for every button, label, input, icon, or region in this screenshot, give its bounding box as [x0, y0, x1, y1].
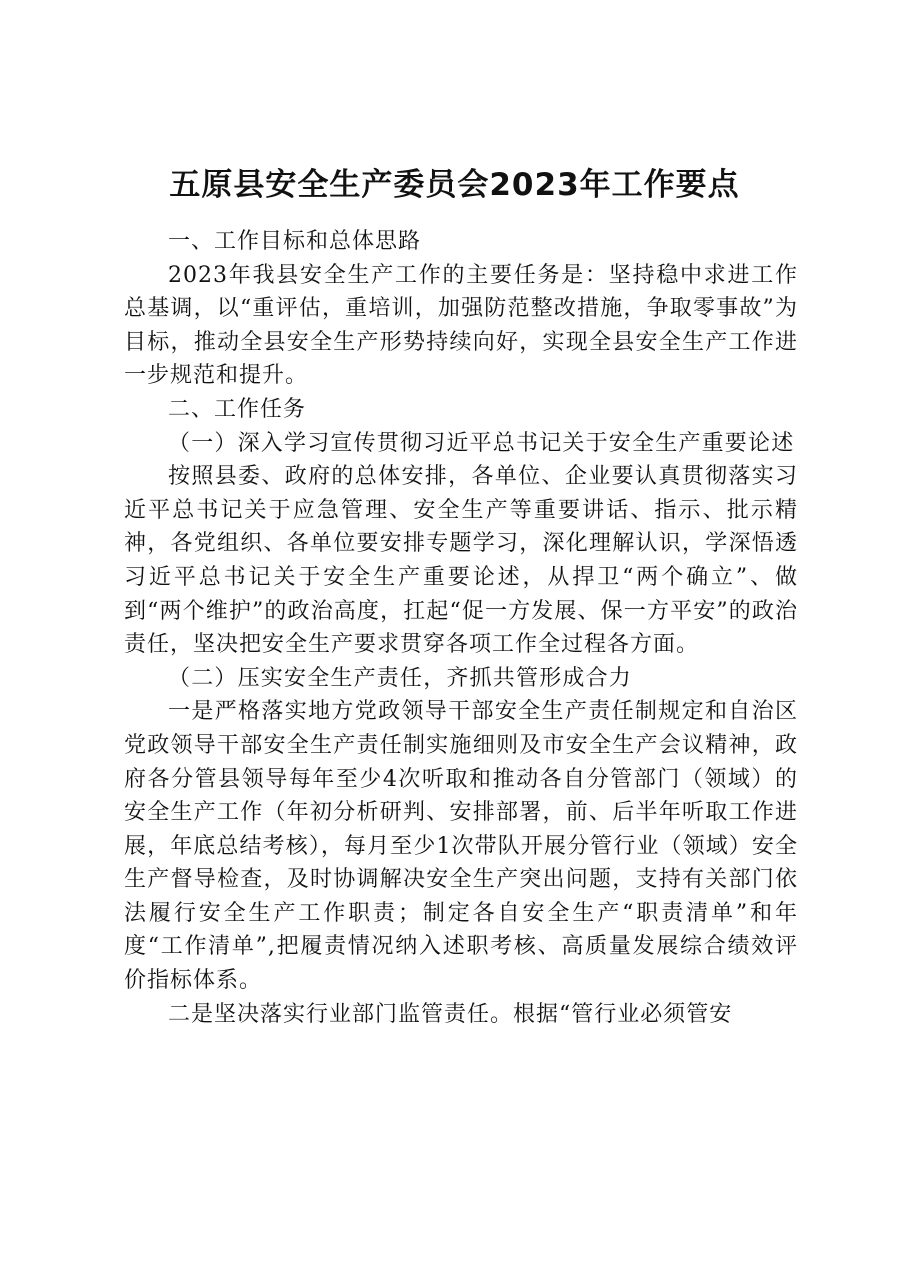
section-heading: 二、工作任务 — [168, 396, 307, 422]
paragraph: 一是严格落实地方党政领导干部安全生产责任制规定和自治区党政领导干部安全生产责任制实施细则及市安全生产会议精神，政府各分管县领导每年至少4次听取和推动各自分管部门（领域）的安全生产工作（年初分析研判、安排部署，前、后半年听取工作进展，年底总结考核），每月至少1次带队开展分管行业（领域）安全生产督导检查，及时协调解决安全生产突出问题，支持有关部门依法履行安全生产工作职责；制定各自安全生产“职责清单”和年度“工作清单”,把履责情况纳入述职考核、高质量发展综合绩效评价指标体系。 — [124, 699, 798, 994]
paragraph: 二是坚决落实行业部门监管责任。根据“管行业必须管安 — [168, 1001, 733, 1027]
paragraph: 2023年我县安全生产工作的主要任务是：坚持稳中求进工作总基调，以“重评估，重培训，加强防范整改措施，争取零事故”为目标，推动全县安全生产形势持续向好，实现全县安全生产工作进一步规范和提升。 — [124, 262, 798, 389]
document-title: 五原县安全生产委员会2023年工作要点 — [169, 167, 740, 203]
subsection-heading: （一）深入学习宣传贯彻习近平总书记关于安全生产重要论述 — [168, 430, 795, 456]
subsection-heading: （二）压实安全生产责任，齐抓共管形成合力 — [168, 665, 633, 691]
section-heading: 一、工作目标和总体思路 — [168, 229, 422, 254]
paragraph: 按照县委、政府的总体安排，各单位、企业要认真贯彻落实习近平总书记关于应急管理、安全生产等重要讲话、指示、批示精神，各党组织、各单位要安排专题学习，深化理解认识，学深悟透习近平总书记关于安全生产重要论述，从捍卫“两个确立”、做到“两个维护”的政治高度，扛起“促一方发展、保一方平安”的政治责任，坚决把安全生产要求贯穿各项工作全过程各方面。 — [124, 464, 798, 658]
document-body — [124, 225, 798, 1031]
